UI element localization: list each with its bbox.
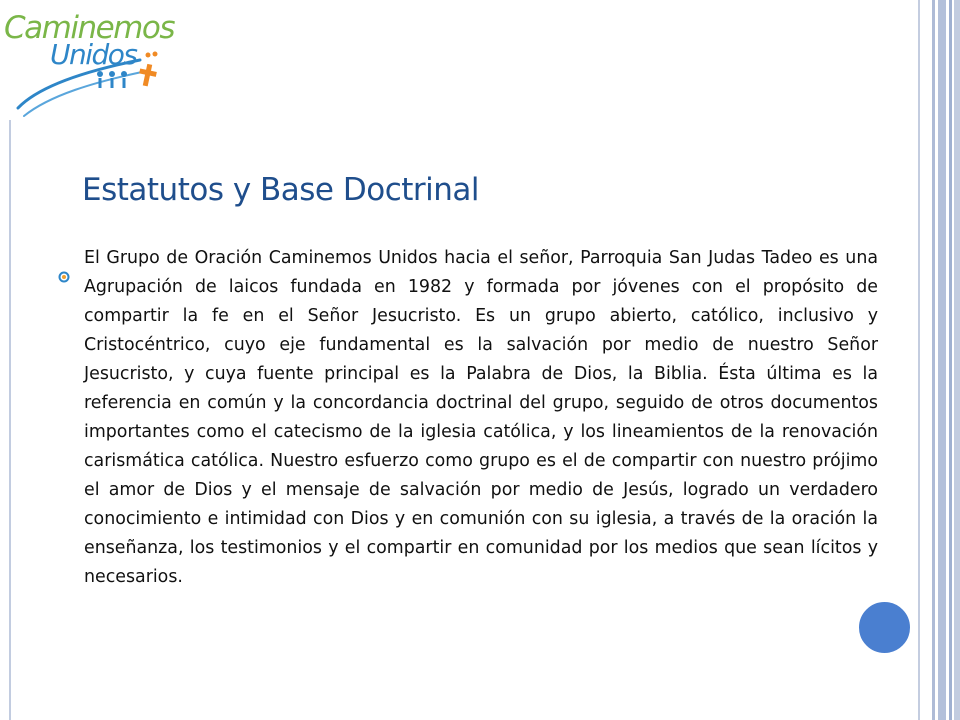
body-paragraph: El Grupo de Oración Caminemos Unidos hacia el señor, Parroquia San Judas Tadeo es una Agrupación de laicos fundada en 1982 y formada por jóvenes con el propósito de compartir la fe en el Señor Jesucristo. Es un grupo abierto, católico, inclusivo y Cristocéntrico, cuyo eje fundamental es la salvación por medio de nuestro Señor Jesucristo, y cuya fuente principal es la Palabra de Dios, la Biblia. Ésta última es la referencia en común y la concordancia doctrinal del grupo, seguido de otros documentos importantes como el catecismo de la iglesia católica, y los lineamientos de la renovación carismática católica. Nuestro esfuerzo como grupo es el de compartir con nuestro prójimo el amor de Dios y el mensaje de salvación por medio de Jesús, logrado un verdadero conocimiento e intimidad con Dios y en comunión con su iglesia, a través de la oración la enseñanza, los testimonios y el compartir en comunidad por los medios que sean lícitos y necesarios. xyxy=(84,248,878,587)
caminemos-unidos-logo xyxy=(0,0,175,125)
people-figures-icon xyxy=(97,71,127,88)
circle-bullet-icon xyxy=(58,271,70,283)
page-title: Estatutos y Base Doctrinal xyxy=(82,172,480,208)
logo-text-line1: Caminemos xyxy=(4,10,174,46)
logo-text-line2: Unidos xyxy=(50,38,137,71)
decorative-circle xyxy=(856,599,913,656)
cross-icon xyxy=(139,64,157,87)
left-border-line xyxy=(9,120,11,720)
right-border-stripes xyxy=(918,0,960,720)
